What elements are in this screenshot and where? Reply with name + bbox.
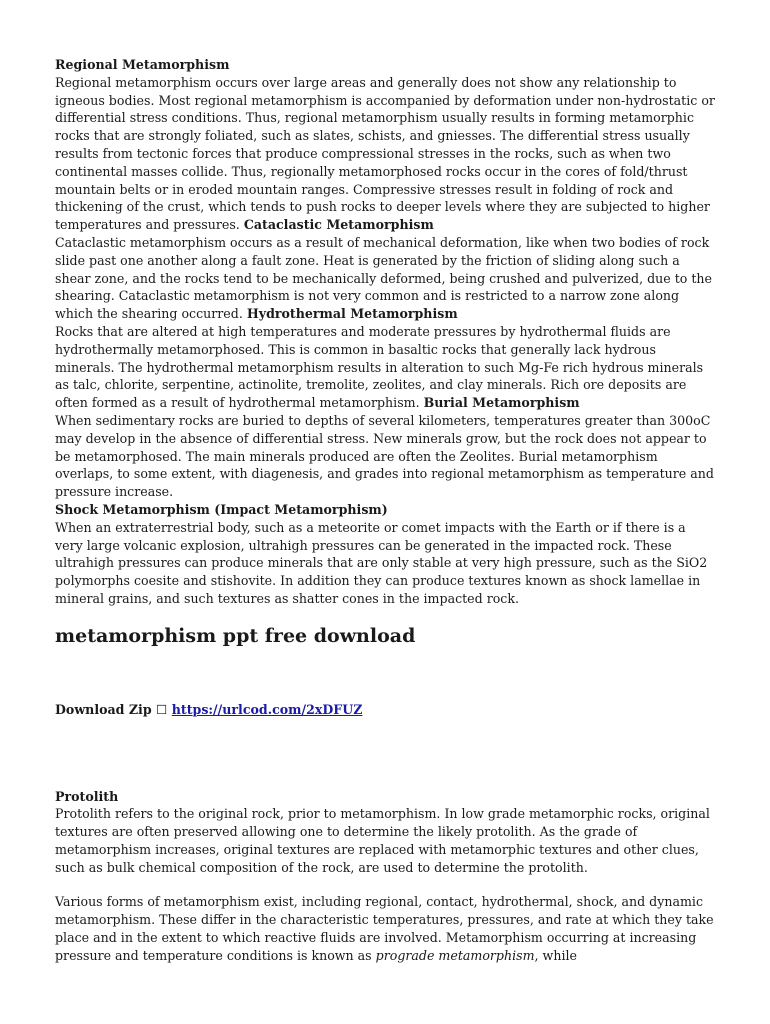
hydrothermal-text: Rocks that are altered at high temperatures and moderate pressures by hydrothermal fluids are hydrothermally metamorphosed. This is common in basaltic rocks that generally lack hydrous minerals. The hydrothermal metamorphism results in alteration to such Mg-Fe rich hydrous minerals as talc, chlorite, serpentine, actinolite, tremolite, zeolites, and clay minerals. Rich ore deposits are often formed as a result of hydrothermal metamorphism. — [55, 323, 704, 411]
download-line — [55, 701, 715, 719]
download-link[interactable]: https://urlcod.com/2xDFUZ — [171, 701, 363, 717]
prograde-term: prograde metamorphism — [375, 947, 535, 963]
various-forms-section — [55, 893, 715, 964]
metamorphism-types-block — [55, 56, 715, 608]
shock-text: When an extraterrestrial body, such as a meteorite or comet impacts with the Earth or if there is a very large volcanic explosion, ultrahigh pressures can be generated in the impacted rock. These ultrahigh pressures can produce minerals that are only stable at very high pressure, such as the SiO2 polymorphs coesite and stishovite. In addition they can produce textures known as shock lamellae in mineral grains, and such textures as shatter cones in the impacted rock. — [55, 519, 708, 606]
protolith-title: Protolith — [55, 788, 119, 804]
cataclastic-text: Cataclastic metamorphism occurs as a result of mechanical deformation, like when two bodies of rock slide past one another along a fault zone. Heat is generated by the friction of sliding along such a shear zone, and the rocks tend to be mechanically deformed, being crushed and pulverized, due to the shearing. Cataclastic metamorphism is not very common and is restricted to a narrow zone along which the shearing occurred. — [55, 234, 712, 322]
regional-title: Regional Metamorphism — [55, 57, 230, 72]
burial-text: When sedimentary rocks are buried to depths of several kilometers, temperatures greater than 300oC may develop in the absence of differential stress. New minerals grow, but the rock does not appear to be metamorphosed. The main minerals produced are often the Zeolites. Burial metamorphism overlaps, to some extent, with diagenesis, and grades into regional metamorphism as temperature and pressure increase. — [55, 412, 714, 500]
regional-text: Regional metamorphism occurs over large areas and generally does not show any relationship to igneous bodies. Most regional metamorphism is accompanied by deformation under non-hydrostatic or differential stress conditions. Thus, regional metamorphism usually results in forming metamorphic rocks that are strongly foliated, such as slates, schists, and gniesses. The differential stress usually results from tectonic forces that produce compressional stresses in the rocks, such as when two continental masses collide. Thus, regionally metamorphosed rocks occur in the cores of fold/thrust mountain belts or in eroded mountain ranges. Compressive stresses result in folding of rock and thickening of the crust, which tends to push rocks to deeper levels where they are subjected to higher temperatures and pressures. — [55, 74, 715, 233]
download-label: Download Zip — [55, 701, 152, 717]
protolith-text: Protolith refers to the original rock, prior to metamorphism. In low grade metamorphic rocks, original textures are often preserved allowing one to determine the likely protolith. As the grade of metamorphism increases, original textures are replaced with metamorphic textures and other clues, such as bulk chemical composition of the rock, are used to determine the protolith. — [55, 806, 710, 875]
various-text-end: , while — [534, 947, 577, 963]
box-icon: ☐ — [156, 701, 168, 717]
page-heading: metamorphism ppt free download — [55, 624, 416, 647]
burial-title: Burial Metamorphism — [423, 395, 580, 411]
protolith-section — [55, 788, 715, 877]
hydrothermal-title: Hydrothermal Metamorphism — [246, 306, 458, 322]
shock-title: Shock Metamorphism (Impact Metamorphism) — [55, 501, 388, 517]
cataclastic-title: Cataclastic Metamorphism — [243, 217, 434, 233]
various-text: Various forms of metamorphism exist, including regional, contact, hydrothermal, shock, and dynamic metamorphism. These differ in the characteristic temperatures, pressures, and rate at which they take place and in the extent to which reactive fluids are involved. Metamorphism occurring at increasing pressure and temperature conditions is known as — [55, 894, 714, 963]
